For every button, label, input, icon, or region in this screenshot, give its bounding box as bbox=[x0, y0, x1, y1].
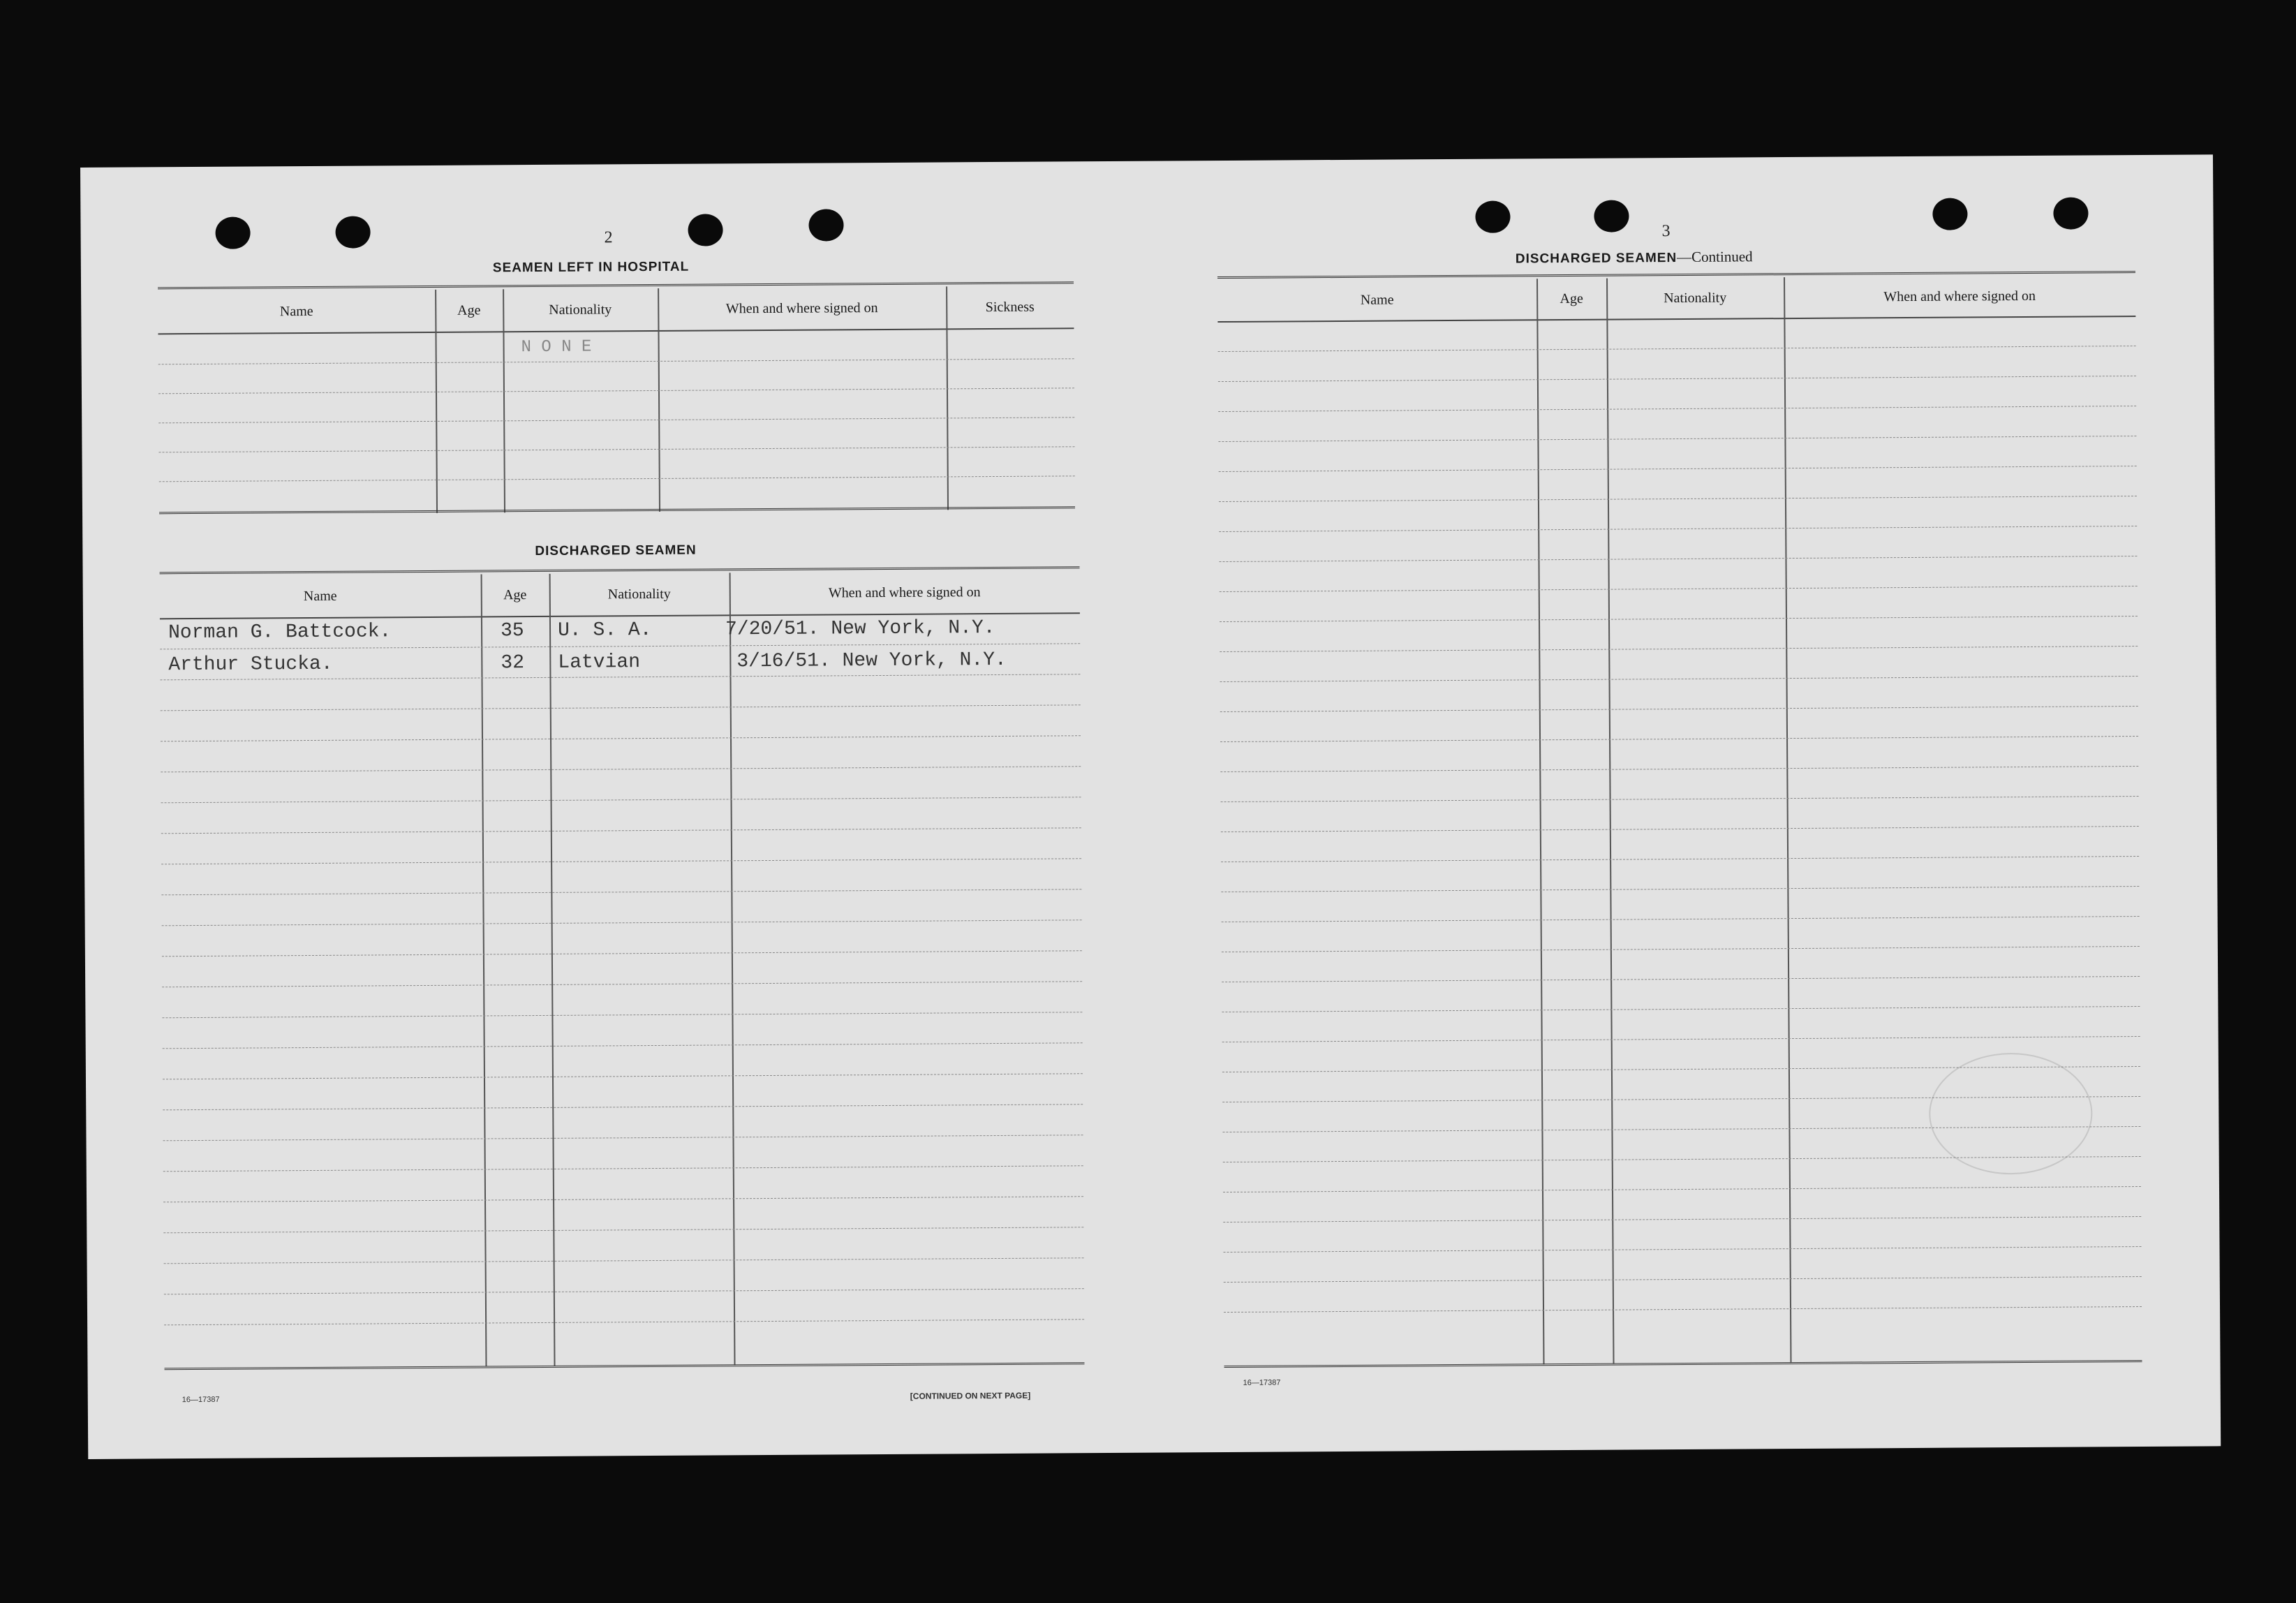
punch-hole bbox=[1475, 200, 1510, 232]
continued-note: [CONTINUED ON NEXT PAGE] bbox=[910, 1390, 1031, 1401]
column-header: Age bbox=[457, 302, 481, 318]
column-header: When and where signed on bbox=[725, 300, 878, 316]
column-header: Sickness bbox=[985, 299, 1035, 315]
faint-stamp bbox=[1929, 1052, 2093, 1174]
punch-hole bbox=[2053, 197, 2088, 229]
row-2-nationality: Latvian bbox=[558, 651, 641, 674]
discharged-table-right bbox=[1217, 271, 2142, 1373]
right-form-code: 16—17387 bbox=[1243, 1378, 1281, 1387]
column-header: When and where signed on bbox=[828, 584, 981, 600]
punch-hole bbox=[1932, 198, 1967, 230]
hospital-table bbox=[158, 281, 1075, 517]
column-header: Nationality bbox=[549, 301, 612, 318]
punch-hole bbox=[215, 217, 250, 249]
column-header: Age bbox=[1560, 290, 1583, 306]
row-1-nationality: U. S. A. bbox=[557, 619, 652, 642]
punch-hole bbox=[808, 209, 843, 241]
column-header: Nationality bbox=[1664, 290, 1727, 306]
hospital-section-title: SEAMEN LEFT IN HOSPITAL bbox=[492, 259, 690, 276]
right-section-title bbox=[1516, 248, 1753, 267]
column-header: Nationality bbox=[607, 586, 671, 602]
discharged-section-title: DISCHARGED SEAMEN bbox=[535, 542, 697, 559]
left-form-code: 16—17387 bbox=[182, 1395, 220, 1405]
punch-hole bbox=[1594, 200, 1629, 232]
row-2-signed-on: 3/16/51. New York, N.Y. bbox=[736, 649, 1007, 673]
discharged-table-left bbox=[160, 566, 1085, 1375]
row-1-signed-on: 7/20/51. New York, N.Y. bbox=[725, 617, 995, 641]
punch-hole bbox=[688, 214, 723, 246]
hospital-none-entry: N O N E bbox=[521, 337, 592, 357]
row-2-name: Arthur Stucka. bbox=[168, 653, 333, 677]
right-title-continued: —Continued bbox=[1677, 248, 1753, 266]
column-header: Name bbox=[279, 303, 313, 319]
row-2-age: 32 bbox=[501, 652, 525, 674]
punch-hole bbox=[335, 216, 370, 248]
row-1-name: Norman G. Battcock. bbox=[168, 621, 392, 644]
document-sheet bbox=[80, 154, 2221, 1459]
column-header: When and where signed on bbox=[1883, 288, 2036, 304]
column-header: Name bbox=[303, 588, 337, 604]
right-page-number: 3 bbox=[1661, 222, 1671, 241]
row-1-age: 35 bbox=[500, 620, 524, 642]
column-header: Name bbox=[1360, 292, 1394, 308]
right-title-main: DISCHARGED SEAMEN bbox=[1515, 251, 1677, 267]
column-header: Age bbox=[503, 586, 527, 603]
left-page-number: 2 bbox=[604, 228, 613, 247]
